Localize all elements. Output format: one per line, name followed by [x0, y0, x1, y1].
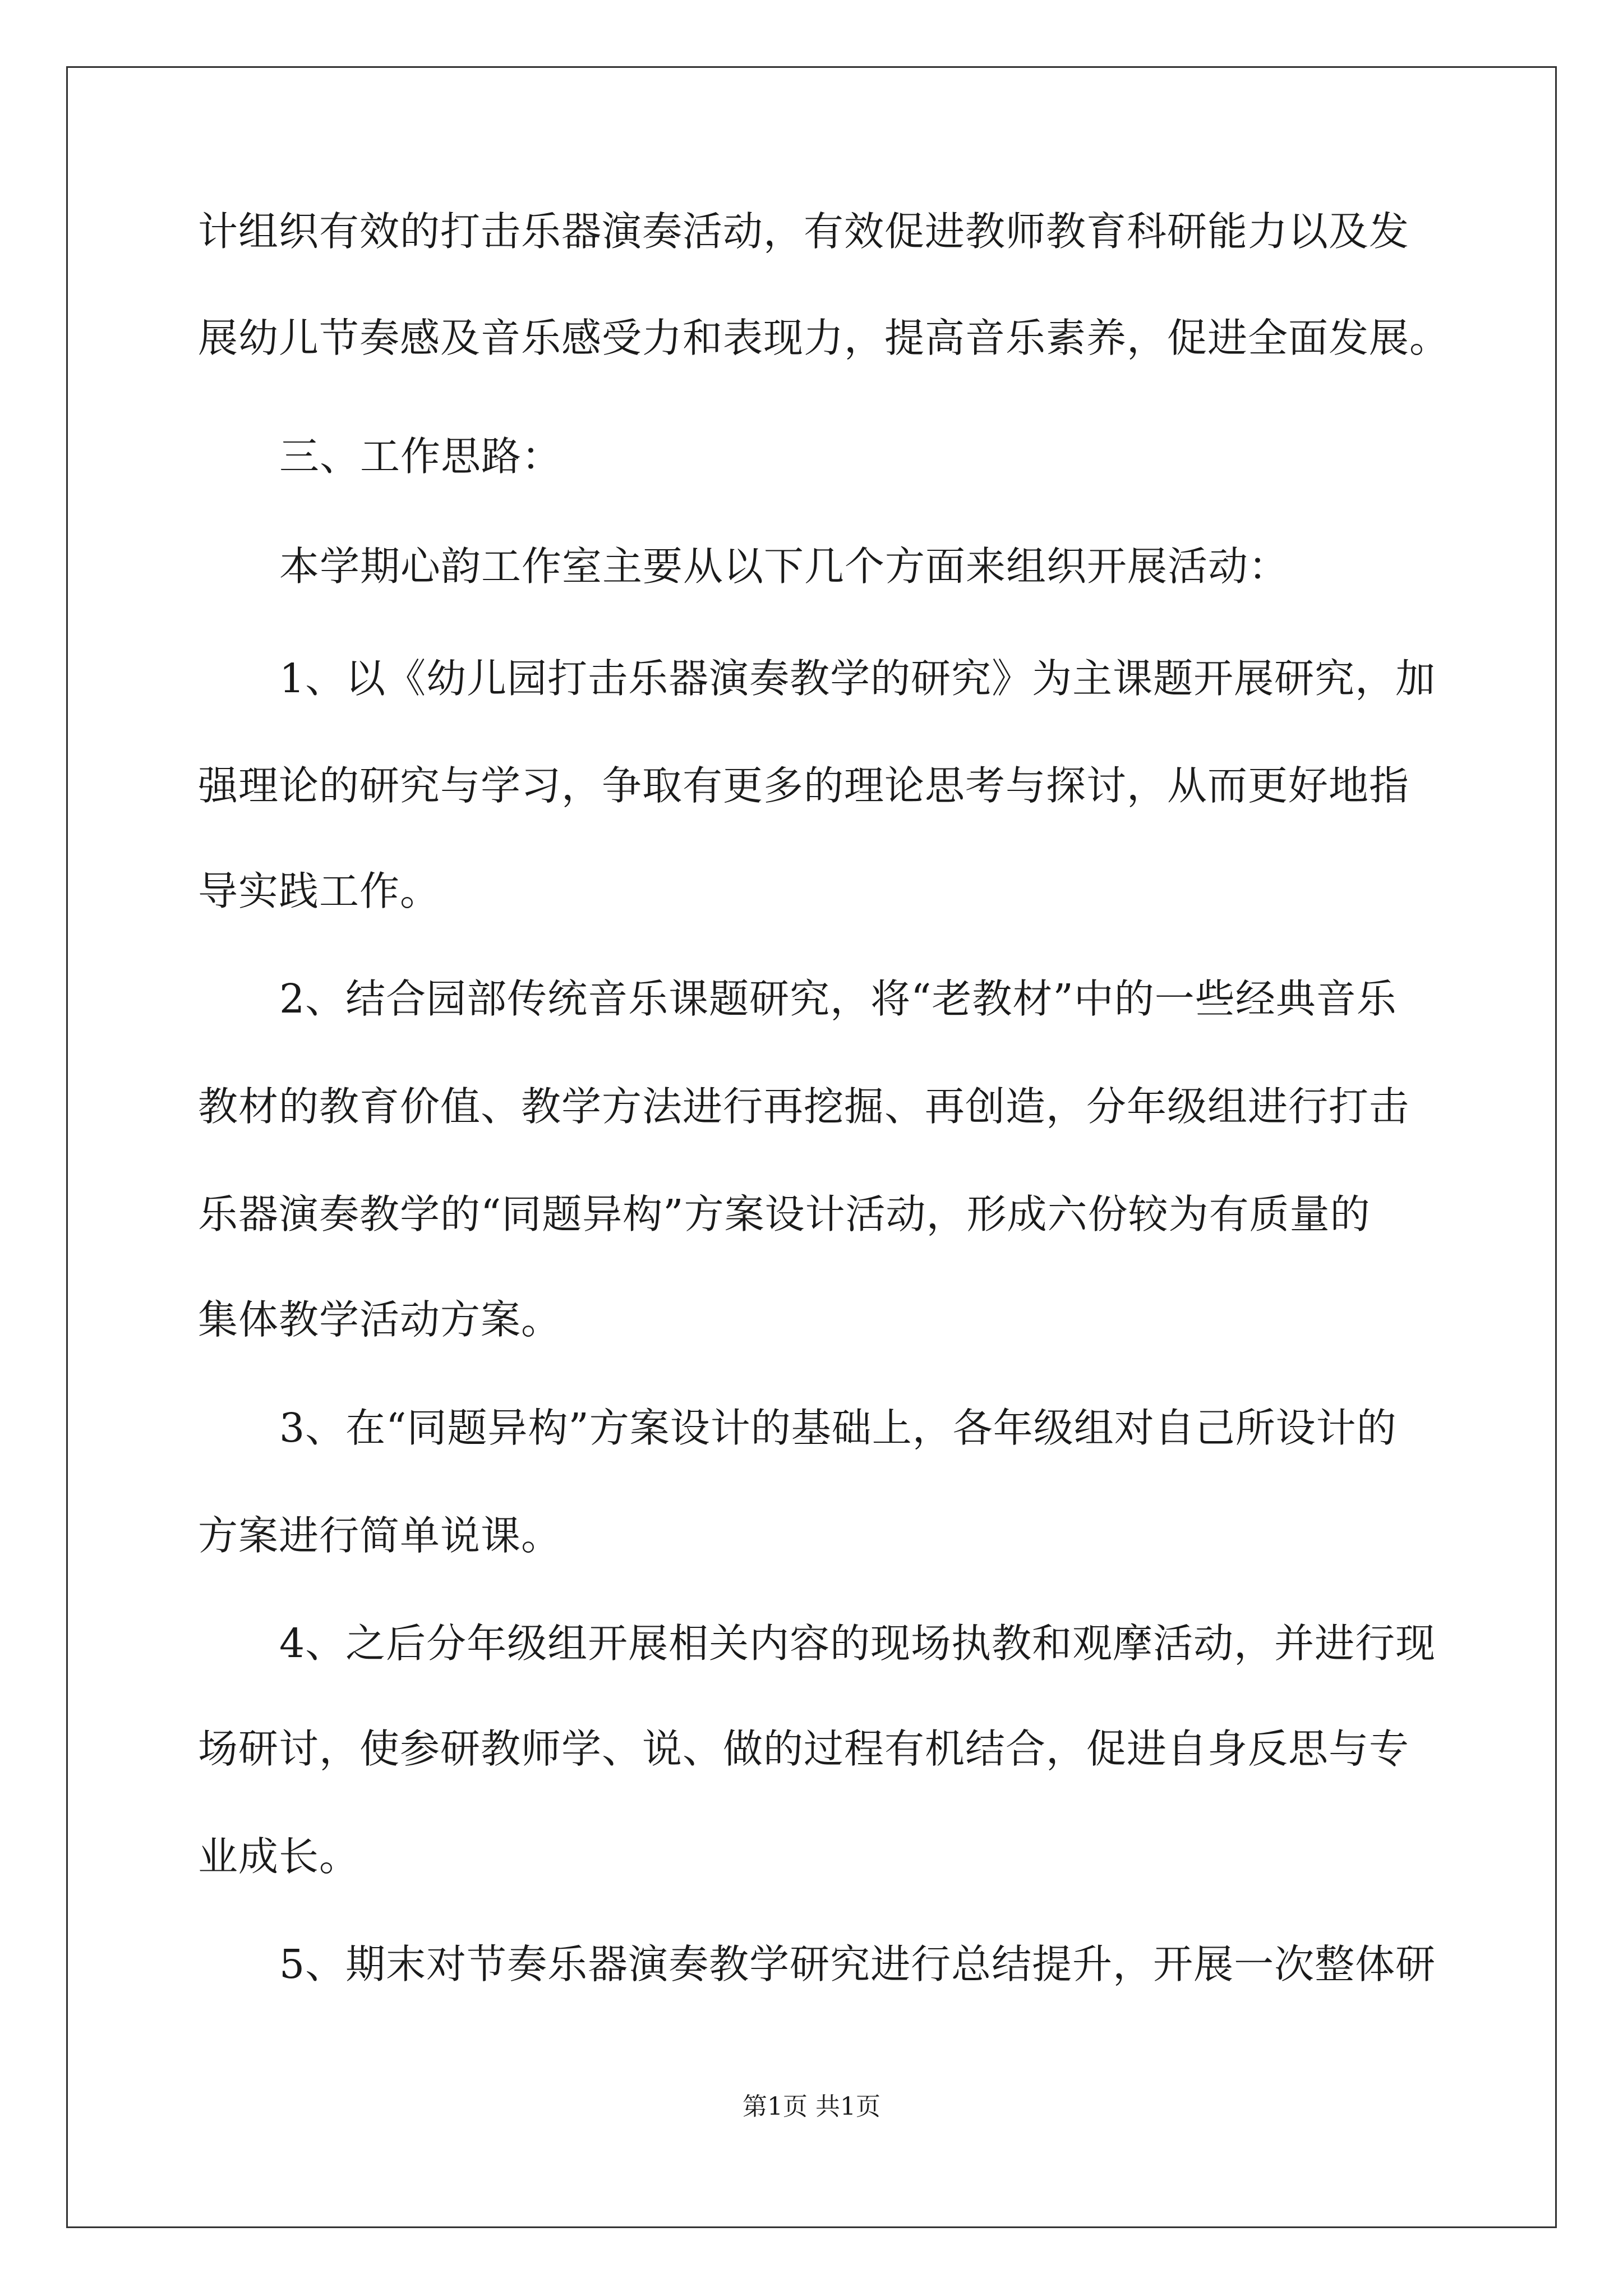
- text-line: 导实践工作。: [198, 868, 441, 914]
- text-line: 强理论的研究与学习，争取有更多的理论思考与探讨，从而更好地指: [198, 762, 1410, 809]
- page-number-footer: 第1页 共1页: [743, 2092, 880, 2121]
- text-line: 方案进行简单说课。: [198, 1512, 562, 1559]
- text-line: 业成长。: [198, 1833, 360, 1880]
- text-line: 计组织有效的打击乐器演奏活动，有效促进教师教育科研能力以及发: [198, 208, 1410, 255]
- section-heading: 三、工作思路：: [279, 433, 562, 480]
- text-line: 集体教学活动方案。: [198, 1296, 562, 1343]
- text-line: 4、之后分年级组开展相关内容的现场执教和观摩活动，并进行现: [279, 1620, 1436, 1667]
- text-line: 3、在“同题异构”方案设计的基础上，各年级组对自己所设计的: [279, 1405, 1397, 1451]
- text-line: 1、以《幼儿园打击乐器演奏教学的研究》为主课题开展研究，加: [279, 655, 1436, 702]
- text-line: 展幼儿节奏感及音乐感受力和表现力，提高音乐素养，促进全面发展。: [198, 315, 1450, 361]
- text-line: 乐器演奏教学的“同题异构”方案设计活动，形成六份较为有质量的: [198, 1191, 1371, 1237]
- text-line: 5、期末对节奏乐器演奏教学研究进行总结提升，开展一次整体研: [279, 1941, 1436, 1987]
- text-line: 2、结合园部传统音乐课题研究，将“老教材”中的一些经典音乐: [279, 976, 1397, 1022]
- page-border: [66, 66, 1557, 2228]
- text-line: 教材的教育价值、教学方法进行再挖掘、再创造，分年级组进行打击: [198, 1083, 1410, 1130]
- text-line: 场研讨，使参研教师学、说、做的过程有机结合，促进自身反思与专: [198, 1726, 1410, 1772]
- text-line: 本学期心韵工作室主要从以下几个方面来组织开展活动：: [279, 543, 1289, 590]
